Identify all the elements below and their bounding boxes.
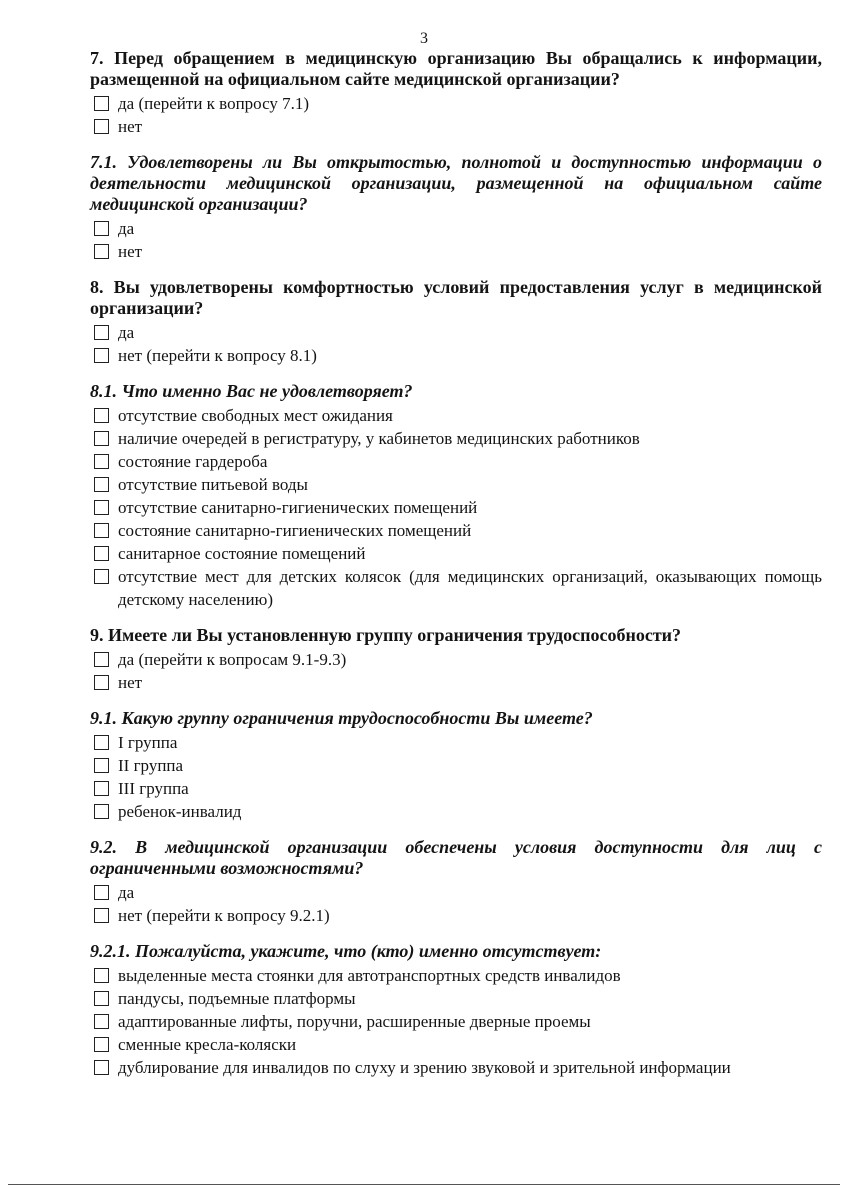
question-9-1	[90, 708, 822, 823]
option[interactable]	[90, 115, 822, 138]
option[interactable]	[90, 496, 822, 519]
checkbox[interactable]	[94, 675, 109, 690]
options-list	[90, 404, 822, 611]
option[interactable]	[90, 1033, 822, 1056]
option-label: да (перейти к вопросам 9.1-9.3)	[118, 650, 347, 669]
option[interactable]	[90, 648, 822, 671]
checkbox[interactable]	[94, 244, 109, 259]
option[interactable]	[90, 565, 822, 611]
checkbox[interactable]	[94, 735, 109, 750]
option-label: нет (перейти к вопросу 8.1)	[118, 346, 317, 365]
checkbox[interactable]	[94, 454, 109, 469]
survey-content	[90, 48, 822, 1093]
checkbox[interactable]	[94, 652, 109, 667]
option[interactable]	[90, 987, 822, 1010]
option[interactable]	[90, 904, 822, 927]
options-list	[90, 92, 822, 138]
option[interactable]	[90, 777, 822, 800]
option[interactable]	[90, 964, 822, 987]
options-list	[90, 648, 822, 694]
checkbox[interactable]	[94, 221, 109, 236]
option-label: да (перейти к вопросу 7.1)	[118, 94, 310, 113]
option-label: состояние гардероба	[118, 452, 268, 471]
option-label: да	[118, 323, 135, 342]
option-label: да	[118, 883, 135, 902]
checkbox[interactable]	[94, 908, 109, 923]
checkbox[interactable]	[94, 96, 109, 111]
option[interactable]	[90, 427, 822, 450]
option[interactable]	[90, 542, 822, 565]
checkbox[interactable]	[94, 477, 109, 492]
option-label: сменные кресла-коляски	[118, 1035, 297, 1054]
option[interactable]	[90, 519, 822, 542]
option[interactable]	[90, 671, 822, 694]
option[interactable]	[90, 754, 822, 777]
option-label: III группа	[118, 779, 189, 798]
checkbox[interactable]	[94, 546, 109, 561]
option-label: санитарное состояние помещений	[118, 544, 366, 563]
checkbox[interactable]	[94, 758, 109, 773]
option[interactable]	[90, 321, 822, 344]
option[interactable]	[90, 731, 822, 754]
checkbox[interactable]	[94, 500, 109, 515]
checkbox[interactable]	[94, 348, 109, 363]
option-label: отсутствие санитарно-гигиенических помещений	[118, 498, 478, 517]
checkbox[interactable]	[94, 431, 109, 446]
option-label: нет	[118, 242, 143, 261]
question-title: 7.1. Удовлетворены ли Вы открытостью, полнотой и доступностью информации о деятельности медицинской организации, размещенной на официальном сайте медицинской организации?	[90, 152, 822, 214]
checkbox[interactable]	[94, 1014, 109, 1029]
question-8	[90, 277, 822, 367]
checkbox[interactable]	[94, 885, 109, 900]
option-label: состояние санитарно-гигиенических помещений	[118, 521, 472, 540]
page-number: 3	[420, 30, 428, 47]
options-list	[90, 217, 822, 263]
option-label: дублирование для инвалидов по слуху и зрению звуковой и зрительной информации	[118, 1058, 731, 1077]
checkbox[interactable]	[94, 569, 109, 584]
bottom-rule	[8, 1184, 840, 1185]
checkbox[interactable]	[94, 804, 109, 819]
options-list	[90, 321, 822, 367]
option[interactable]	[90, 881, 822, 904]
option-label: II группа	[118, 756, 184, 775]
option-label: ребенок-инвалид	[118, 802, 242, 821]
question-8-1	[90, 381, 822, 611]
question-9-2	[90, 837, 822, 927]
question-title: 9.2. В медицинской организации обеспечены условия доступности для лиц с ограниченными возможностями?	[90, 837, 822, 878]
option-label: нет (перейти к вопросу 9.2.1)	[118, 906, 330, 925]
option[interactable]	[90, 92, 822, 115]
option[interactable]	[90, 240, 822, 263]
option[interactable]	[90, 473, 822, 496]
checkbox[interactable]	[94, 325, 109, 340]
option-label: I группа	[118, 733, 178, 752]
option[interactable]	[90, 1010, 822, 1033]
option-label: пандусы, подъемные платформы	[118, 989, 356, 1008]
question-title: 9. Имеете ли Вы установленную группу ограничения трудоспособности?	[90, 625, 682, 645]
checkbox[interactable]	[94, 119, 109, 134]
option[interactable]	[90, 450, 822, 473]
checkbox[interactable]	[94, 408, 109, 423]
option-label: выделенные места стоянки для автотранспортных средств инвалидов	[118, 966, 621, 985]
option-label: отсутствие мест для детских колясок (для медицинских организаций, оказывающих помощь детскому населению)	[118, 567, 822, 609]
option-label: отсутствие свободных мест ожидания	[118, 406, 393, 425]
question-7-1	[90, 152, 822, 263]
option-label: наличие очередей в регистратуру, у кабинетов медицинских работников	[118, 429, 640, 448]
options-list	[90, 881, 822, 927]
question-9	[90, 625, 822, 694]
question-9-2-1	[90, 941, 822, 1079]
checkbox[interactable]	[94, 1037, 109, 1052]
options-list	[90, 731, 822, 823]
question-title: 9.2.1. Пожалуйста, укажите, что (кто) именно отсутствует:	[90, 941, 602, 961]
checkbox[interactable]	[94, 968, 109, 983]
option[interactable]	[90, 217, 822, 240]
question-title: 8.1. Что именно Вас не удовлетворяет?	[90, 381, 413, 401]
question-7	[90, 48, 822, 138]
checkbox[interactable]	[94, 991, 109, 1006]
option[interactable]	[90, 344, 822, 367]
option-label: да	[118, 219, 135, 238]
question-title: 8. Вы удовлетворены комфортностью условий предоставления услуг в медицинской организации?	[90, 277, 822, 318]
checkbox[interactable]	[94, 523, 109, 538]
checkbox[interactable]	[94, 1060, 109, 1075]
option-label: нет	[118, 117, 143, 136]
question-title: 9.1. Какую группу ограничения трудоспособности Вы имеете?	[90, 708, 593, 728]
option-label: отсутствие питьевой воды	[118, 475, 308, 494]
option[interactable]	[90, 1056, 822, 1079]
options-list	[90, 964, 822, 1079]
option-label: нет	[118, 673, 143, 692]
question-title: 7. Перед обращением в медицинскую организацию Вы обращались к информации, размещенной на официальном сайте медицинской организации?	[90, 48, 822, 89]
checkbox[interactable]	[94, 781, 109, 796]
option-label: адаптированные лифты, поручни, расширенные дверные проемы	[118, 1012, 591, 1031]
option[interactable]	[90, 800, 822, 823]
option[interactable]	[90, 404, 822, 427]
